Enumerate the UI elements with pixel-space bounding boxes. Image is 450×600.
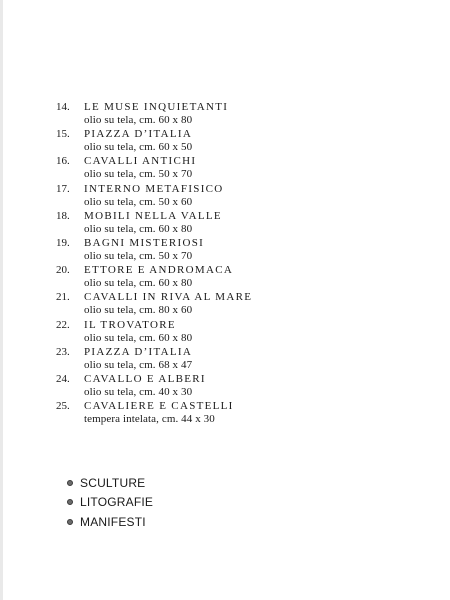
- artwork-details: olio su tela, cm. 60 x 80: [84, 222, 193, 235]
- artwork-title: CAVALIERE E CASTELLI: [84, 400, 234, 413]
- entry-number: 14.: [56, 101, 70, 113]
- section-item-sculture: [67, 473, 153, 493]
- artwork-entry-14: [56, 101, 436, 128]
- entry-number: 16.: [56, 155, 70, 168]
- artwork-details: olio su tela, cm. 60 x 80: [84, 277, 193, 290]
- section-label: LITOGRAFIE: [80, 495, 154, 510]
- artwork-entry-16: [56, 155, 436, 182]
- section-item-litografie: [67, 493, 153, 513]
- bullet-icon: [67, 519, 73, 525]
- section-label: SCULTURE: [80, 475, 146, 490]
- artwork-details: olio su tela, cm. 60 x 80: [84, 331, 193, 344]
- artwork-title: PIAZZA D’ITALIA: [84, 345, 193, 358]
- artwork-title: CAVALLO E ALBERI: [84, 372, 206, 385]
- artwork-title: LE MUSE INQUIETANTI: [84, 101, 229, 113]
- artwork-entry-19: [56, 237, 436, 264]
- artwork-title: CAVALLI ANTICHI: [84, 155, 197, 168]
- artwork-title: INTERNO METAFISICO: [84, 182, 224, 195]
- section-item-manifesti: [67, 512, 153, 532]
- artwork-details: olio su tela, cm. 60 x 50: [84, 141, 193, 154]
- artwork-list: [56, 101, 436, 427]
- artwork-entry-20: [56, 264, 436, 291]
- entry-number: 20.: [56, 264, 70, 277]
- section-list: [67, 473, 153, 532]
- section-label: MANIFESTI: [80, 514, 146, 529]
- artwork-title: CAVALLI IN RIVA AL MARE: [84, 291, 253, 304]
- artwork-entry-21: [56, 291, 436, 318]
- page-edge: [0, 0, 3, 600]
- artwork-entry-24: [56, 373, 436, 400]
- artwork-entry-23: [56, 346, 436, 373]
- artwork-title: PIAZZA D’ITALIA: [84, 128, 193, 141]
- artwork-entry-18: [56, 210, 436, 237]
- artwork-details: olio su tela, cm. 60 x 80: [84, 114, 193, 126]
- artwork-details: tempera intelata, cm. 44 x 30: [84, 413, 215, 426]
- entry-number: 23.: [56, 345, 70, 358]
- artwork-details: olio su tela, cm. 50 x 70: [84, 249, 193, 262]
- entry-number: 17.: [56, 182, 70, 195]
- entry-number: 25.: [56, 400, 70, 413]
- bullet-icon: [67, 499, 73, 505]
- artwork-entry-17: [56, 183, 436, 210]
- artwork-entry-15: [56, 128, 436, 155]
- bullet-icon: [67, 480, 73, 486]
- artwork-details: olio su tela, cm. 40 x 30: [84, 385, 193, 398]
- entry-number: 18.: [56, 209, 70, 222]
- artwork-title: IL TROVATORE: [84, 318, 176, 331]
- entry-number: 19.: [56, 236, 70, 249]
- artwork-details: olio su tela, cm. 50 x 60: [84, 195, 193, 208]
- artwork-title: BAGNI MISTERIOSI: [84, 236, 205, 249]
- artwork-details: olio su tela, cm. 80 x 60: [84, 304, 193, 317]
- artwork-details: olio su tela, cm. 68 x 47: [84, 358, 193, 371]
- entry-number: 15.: [56, 128, 70, 141]
- artwork-entry-22: [56, 319, 436, 346]
- artwork-details: olio su tela, cm. 50 x 70: [84, 168, 193, 181]
- artwork-title: ETTORE E ANDROMACA: [84, 264, 234, 277]
- artwork-title: MOBILI NELLA VALLE: [84, 209, 222, 222]
- entry-number: 24.: [56, 372, 70, 385]
- entry-number: 21.: [56, 291, 70, 304]
- artwork-entry-25: [56, 400, 436, 427]
- entry-number: 22.: [56, 318, 70, 331]
